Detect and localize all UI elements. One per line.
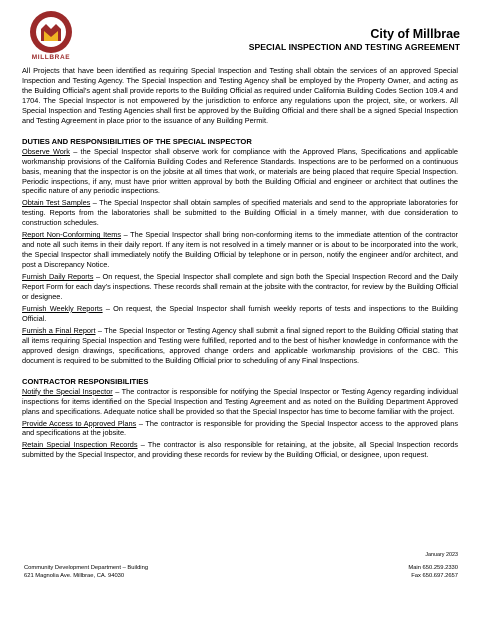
item-text: – On request, the Special Inspector shall complete and sign both the Special Inspection Record and the Daily Report Form for each day’s inspections. These records shall remain at the jobsite with the contractor, for review by the Building Official or designee.	[22, 272, 458, 302]
item-text: – The contractor is also responsible for retaining, at the jobsite, all Special Inspection records submitted by the Special Inspector, and providing these records for review by the Building Official, or designee, upon request.	[22, 440, 458, 460]
item-title: Provide Access to Approved Plans	[22, 418, 137, 428]
item-title: Notify the Special Inspector	[22, 386, 113, 396]
footer-department: Community Development Department – Building	[24, 565, 149, 571]
inspector-item	[22, 304, 458, 324]
item-text: – The contractor is responsible for notifying the Special Inspector or Testing Agency regarding individual inspections for items identified on the Special Inspection and Testing Agreement and as noted on the Building Department Approved plans and specifications. Adequate notice shall be provided so that the Special Inspector has time to become familiar with the project.	[22, 386, 458, 416]
contractor-section-heading: CONTRACTOR RESPONSIBILITIES	[22, 376, 149, 386]
city-name: City of Millbrae	[370, 27, 460, 41]
item-text: – On request, the Special Inspector shall furnish weekly reports of tests and inspections to the Building Official.	[22, 303, 458, 323]
intro-paragraph: All Projects that have been identified as requiring Special Inspection and Testing shall obtain the services of an approved Special Inspection and Testing Agency. The Special Inspection and Testing Agency shall be employed by the Property Owner, and acting as the Building Official’s agent shall provide reports to the Building Official as required under California Building Codes Section 109.4 and 1704. The Special Inspector is not empowered by the jurisdiction to enforce any regulations upon the project, site, or workers. All Special Inspection and Testing Agencies shall first be approved by the Building Official and there shall be a signed Special Inspection and Testing Agreement in place prior to the issuance of any Building Permit.	[22, 66, 458, 125]
item-title: Furnish a Final Report	[22, 325, 96, 335]
item-text: – The Special Inspector or Testing Agency shall submit a final signed report to the Building Official stating that all items requiring Special Inspection and Testing were fulfilled, reported and to the best of his/her knowledge in conformance with the approved design drawings, specifications, approved change orders and applicable workmanship provisions of the CBC. This document is required to be submitted to the Building Official prior to scheduling of any Final Inspections.	[22, 325, 458, 365]
contractor-item	[22, 387, 458, 417]
footer-fax: Fax 650.697.2657	[411, 572, 458, 579]
inspector-item	[22, 326, 458, 366]
item-title: Observe Work	[22, 146, 70, 156]
item-text: – the Special Inspector shall observe work for compliance with the Approved Plans, Specifications and applicable workmanship provisions of the California Building Codes and Reference Standards. Inspections are to be performed on a continuous basis, meaning that the inspector is on the jobsite at all times that work, or materials are being placed that require Special Inspection. Periodic inspections, if any, must have prior written approval by both the Building Official and engineer or architect that outlines the specific nature of any periodic inspections.	[22, 146, 458, 196]
item-text: – The contractor is responsible for providing the Special Inspector access to the approved plans and specifications at the jobsite.	[22, 418, 459, 438]
item-text: – The Special Inspector shall bring non-conforming items to the immediate attention of the contractor and note all such items in their daily report. If any item is not resolved in a timely manner or is about to be incorporated into the work, the Special Inspector shall immediately notify the Building Official by telephone or in person, notify the engineer and/or architect, and post a Discrepancy Notice.	[22, 230, 458, 270]
item-title: Retain Special Inspection Records	[22, 440, 138, 450]
inspector-item	[22, 230, 458, 270]
contractor-item	[22, 440, 458, 460]
city-logo-icon	[28, 9, 74, 55]
inspector-section-heading: DUTIES AND RESPONSIBILITIES OF THE SPECIAL INSPECTOR	[22, 136, 252, 146]
logo-wordmark: MILLBRAE	[31, 54, 71, 61]
item-title: Furnish Daily Reports	[22, 272, 94, 282]
item-title: Obtain Test Samples	[22, 198, 91, 208]
footer-contact-block	[408, 565, 458, 580]
contractor-item	[22, 419, 458, 439]
item-title: Furnish Weekly Reports	[22, 303, 103, 313]
document-body	[22, 66, 458, 462]
inspector-item	[22, 198, 458, 228]
footer-address: 621 Magnolia Ave. Millbrae, CA. 94030	[24, 572, 125, 579]
document-title: SPECIAL INSPECTION AND TESTING AGREEMENT	[248, 42, 460, 52]
inspector-item	[22, 272, 458, 302]
revision-date: January 2023	[425, 552, 458, 558]
footer-main-phone: Main 650.259.2330	[408, 565, 458, 571]
item-title: Report Non-Conforming Items	[22, 230, 122, 240]
footer-address-block	[24, 565, 148, 580]
item-text: – The Special Inspector shall obtain samples of specified materials and send to the appropriate laboratories for testing. Reports from the laboratories shall be submitted to the Building Official in a timely manner, with due consideration to construction schedules.	[22, 198, 458, 228]
inspector-item	[22, 147, 458, 197]
